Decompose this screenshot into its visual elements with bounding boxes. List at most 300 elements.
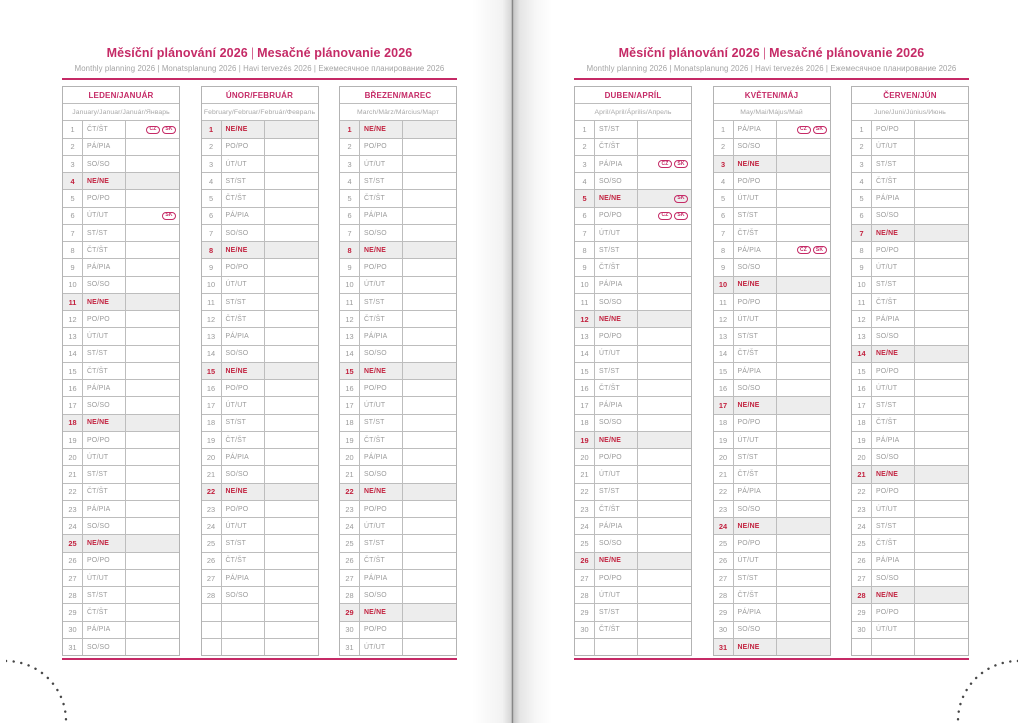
day-note-cell: [777, 294, 830, 310]
day-note-cell: [403, 553, 456, 569]
month-grid-april: [575, 121, 691, 655]
day-note-cell: [403, 415, 456, 431]
day-number: 16: [340, 380, 359, 396]
day-note-cell: [638, 570, 691, 586]
day-note-cell: [915, 294, 968, 310]
day-name: ÚT/UT: [83, 208, 125, 224]
day-name: ÚT/UT: [83, 449, 125, 465]
day-name: SO/SO: [83, 277, 125, 293]
day-name: ÚT/UT: [360, 277, 402, 293]
day-note-cell: [403, 363, 456, 379]
day-note-cell: [403, 466, 456, 482]
day-name: PO/PO: [222, 259, 264, 275]
day-note-cell: [638, 277, 691, 293]
day-note-cell: [126, 242, 179, 258]
day-name: ČT/ŠT: [83, 484, 125, 500]
day-number: 15: [852, 363, 871, 379]
day-name: ÚT/UT: [360, 518, 402, 534]
day-name: PO/PO: [595, 449, 637, 465]
day-note-cell: [777, 484, 830, 500]
day-note-cell: [126, 518, 179, 534]
day-note-cell: [638, 190, 691, 206]
day-number: 15: [340, 363, 359, 379]
day-note-cell: [777, 518, 830, 534]
day-name: PÁ/PIA: [872, 190, 914, 206]
day-note-cell: [126, 225, 179, 241]
day-number: 26: [714, 553, 733, 569]
day-note-cell: [915, 242, 968, 258]
day-number: 13: [575, 328, 594, 344]
day-name: ČT/ŠT: [595, 259, 637, 275]
day-number: 9: [202, 259, 221, 275]
day-number: 31: [714, 639, 733, 655]
day-name: PÁ/PIA: [360, 328, 402, 344]
day-note-cell: [915, 121, 968, 137]
day-number: 17: [202, 397, 221, 413]
day-note-cell: [126, 190, 179, 206]
day-name: NE/NE: [734, 397, 776, 413]
day-number: 31: [63, 639, 82, 655]
day-number: 23: [714, 501, 733, 517]
day-number: 4: [852, 173, 871, 189]
day-number: 23: [575, 501, 594, 517]
day-name: ÚT/UT: [872, 259, 914, 275]
day-name: ČT/ŠT: [734, 466, 776, 482]
day-name: ÚT/UT: [83, 328, 125, 344]
day-note-cell: [265, 380, 318, 396]
day-number: 28: [340, 587, 359, 603]
day-name: ÚT/UT: [734, 311, 776, 327]
day-number: 12: [63, 311, 82, 327]
day-name: ČT/ŠT: [872, 535, 914, 551]
day-note-cell: [638, 294, 691, 310]
month-table-april: [574, 86, 692, 656]
day-note-cell: [915, 311, 968, 327]
day-name: ÚT/UT: [222, 397, 264, 413]
day-number: 10: [63, 277, 82, 293]
day-name: ST/ST: [222, 173, 264, 189]
day-number: 5: [714, 190, 733, 206]
day-name: SO/SO: [595, 415, 637, 431]
day-number: 6: [63, 208, 82, 224]
day-name: ST/ST: [222, 294, 264, 310]
day-number: 8: [852, 242, 871, 258]
day-number: 24: [852, 518, 871, 534]
day-note-cell: [915, 518, 968, 534]
day-number: 2: [575, 139, 594, 155]
day-note-cell: [777, 259, 830, 275]
day-note-cell: [915, 380, 968, 396]
day-number: 21: [202, 466, 221, 482]
day-name: ČT/ŠT: [734, 225, 776, 241]
day-note-cell: [265, 277, 318, 293]
day-number: 16: [852, 380, 871, 396]
day-name: [222, 622, 264, 638]
day-note-cell: [403, 156, 456, 172]
day-name: NE/NE: [595, 190, 637, 206]
day-name: NE/NE: [734, 639, 776, 655]
day-name: PÁ/PIA: [83, 259, 125, 275]
day-number: 28: [63, 587, 82, 603]
day-note-cell: [777, 535, 830, 551]
day-note-cell: [126, 397, 179, 413]
day-note-cell: [915, 639, 968, 655]
day-name: SO/SO: [360, 587, 402, 603]
day-name: NE/NE: [83, 415, 125, 431]
day-number: 29: [63, 604, 82, 620]
day-number: 25: [202, 535, 221, 551]
month-grid-june: [852, 121, 968, 655]
day-name: PÁ/PIA: [360, 570, 402, 586]
day-name: PÁ/PIA: [83, 139, 125, 155]
day-note-cell: [265, 139, 318, 155]
day-number: 17: [852, 397, 871, 413]
day-note-cell: [403, 570, 456, 586]
day-number: 12: [714, 311, 733, 327]
day-note-cell: [126, 535, 179, 551]
day-number: 18: [202, 415, 221, 431]
day-name: ÚT/UT: [872, 501, 914, 517]
day-name: ST/ST: [734, 328, 776, 344]
day-note-cell: [403, 139, 456, 155]
day-note-cell: [126, 173, 179, 189]
day-number: 2: [714, 139, 733, 155]
day-number: 16: [63, 380, 82, 396]
day-name: SO/SO: [360, 225, 402, 241]
day-note-cell: [126, 259, 179, 275]
day-note-cell: [403, 208, 456, 224]
day-note-cell: [403, 173, 456, 189]
day-name: ÚT/UT: [595, 587, 637, 603]
day-number: 19: [852, 432, 871, 448]
day-name: NE/NE: [83, 294, 125, 310]
day-note-cell: [915, 259, 968, 275]
day-name: ÚT/UT: [595, 225, 637, 241]
day-name: SO/SO: [734, 501, 776, 517]
day-name: ČT/ŠT: [734, 346, 776, 362]
day-name: PO/PO: [872, 363, 914, 379]
day-number: 19: [340, 432, 359, 448]
day-number: 11: [63, 294, 82, 310]
month-grid-january: [63, 121, 179, 655]
day-name: SO/SO: [734, 380, 776, 396]
day-note-cell: [403, 535, 456, 551]
day-note-cell: [915, 139, 968, 155]
day-note-cell: [777, 242, 830, 258]
day-name: ST/ST: [595, 242, 637, 258]
day-name: NE/NE: [222, 484, 264, 500]
day-name: ST/ST: [360, 535, 402, 551]
day-number: 7: [852, 225, 871, 241]
day-number: 14: [852, 346, 871, 362]
day-note-cell: [403, 346, 456, 362]
title-separator: |: [250, 46, 255, 60]
day-number: 19: [202, 432, 221, 448]
day-number: 30: [852, 622, 871, 638]
day-number: 23: [63, 501, 82, 517]
day-number: [202, 639, 221, 655]
day-name: SO/SO: [83, 518, 125, 534]
day-number: 2: [340, 139, 359, 155]
day-note-cell: [265, 604, 318, 620]
day-name: PO/PO: [83, 432, 125, 448]
day-note-cell: [638, 466, 691, 482]
month-languages-label: April/April/Április/Апрель: [575, 104, 691, 120]
day-name: ÚT/UT: [360, 156, 402, 172]
day-number: 26: [852, 553, 871, 569]
day-number: 17: [63, 397, 82, 413]
day-number: 3: [852, 156, 871, 172]
day-number: 21: [852, 466, 871, 482]
day-number: 29: [852, 604, 871, 620]
day-name: NE/NE: [734, 518, 776, 534]
day-number: 22: [575, 484, 594, 500]
day-number: 4: [575, 173, 594, 189]
day-name: PO/PO: [872, 242, 914, 258]
day-note-cell: [638, 587, 691, 603]
day-number: 18: [340, 415, 359, 431]
day-note-cell: [126, 277, 179, 293]
day-note-cell: [403, 294, 456, 310]
day-number: 24: [202, 518, 221, 534]
day-number: 7: [202, 225, 221, 241]
title-separator: |: [762, 46, 767, 60]
day-number: 3: [340, 156, 359, 172]
day-number: 30: [340, 622, 359, 638]
day-number: 7: [340, 225, 359, 241]
day-note-cell: [915, 432, 968, 448]
day-note-cell: [403, 587, 456, 603]
day-note-cell: [638, 208, 691, 224]
day-name: PÁ/PIA: [83, 501, 125, 517]
day-number: 24: [63, 518, 82, 534]
day-number: 26: [340, 553, 359, 569]
day-number: 29: [714, 604, 733, 620]
day-note-cell: [265, 432, 318, 448]
day-note-cell: [126, 570, 179, 586]
day-note-cell: [915, 553, 968, 569]
day-note-cell: [126, 363, 179, 379]
day-note-cell: [638, 173, 691, 189]
day-note-cell: [403, 397, 456, 413]
day-note-cell: [265, 363, 318, 379]
day-number: 24: [714, 518, 733, 534]
day-note-cell: [638, 518, 691, 534]
day-number: 23: [202, 501, 221, 517]
page-subtitle: Monthly planning 2026 | Monatsplanung 2026 | Havi tervezés 2026 | Ежемесячное планирование 2026: [74, 64, 445, 74]
day-number: 23: [340, 501, 359, 517]
day-number: 18: [575, 415, 594, 431]
day-note-cell: [265, 449, 318, 465]
day-number: 3: [714, 156, 733, 172]
day-number: 7: [63, 225, 82, 241]
day-note-cell: [265, 208, 318, 224]
day-name: PÁ/PIA: [734, 363, 776, 379]
day-name: NE/NE: [360, 242, 402, 258]
day-name: ČT/ŠT: [83, 242, 125, 258]
day-number: 27: [63, 570, 82, 586]
day-name: ST/ST: [872, 397, 914, 413]
day-note-cell: [638, 449, 691, 465]
day-number: 28: [714, 587, 733, 603]
day-name: PO/PO: [83, 553, 125, 569]
day-name: NE/NE: [872, 225, 914, 241]
day-name: ČT/ŠT: [595, 501, 637, 517]
day-name: SO/SO: [872, 328, 914, 344]
day-number: 20: [63, 449, 82, 465]
holiday-badge-cz: CZ: [797, 246, 811, 254]
day-number: 6: [852, 208, 871, 224]
day-name: PO/PO: [83, 190, 125, 206]
months-right: [574, 86, 969, 656]
holiday-badge-sk: SK: [162, 126, 176, 134]
day-number: 11: [340, 294, 359, 310]
day-note-cell: [638, 380, 691, 396]
day-note-cell: [265, 173, 318, 189]
holiday-badge-sk: SK: [162, 212, 176, 220]
day-note-cell: [265, 553, 318, 569]
day-name: ST/ST: [872, 156, 914, 172]
day-number: 8: [340, 242, 359, 258]
day-number: 11: [714, 294, 733, 310]
page-title-czech: Měsíční plánování 2026: [618, 46, 760, 60]
day-name: PÁ/PIA: [222, 208, 264, 224]
day-note-cell: [265, 156, 318, 172]
day-note-cell: [638, 156, 691, 172]
day-number: 11: [202, 294, 221, 310]
holiday-badge-sk: SK: [674, 212, 688, 220]
day-note-cell: [638, 328, 691, 344]
day-note-cell: [126, 139, 179, 155]
day-number: 4: [714, 173, 733, 189]
day-name: SO/SO: [872, 208, 914, 224]
day-name: NE/NE: [360, 363, 402, 379]
day-name: PÁ/PIA: [872, 432, 914, 448]
day-name: ST/ST: [222, 535, 264, 551]
month-table-march: [339, 86, 457, 656]
day-note-cell: [915, 484, 968, 500]
day-name: ČT/ŠT: [83, 363, 125, 379]
page-title-czech: Měsíční plánování 2026: [106, 46, 248, 60]
day-name: ST/ST: [595, 363, 637, 379]
day-number: 13: [63, 328, 82, 344]
day-name: PO/PO: [222, 139, 264, 155]
day-name: ST/ST: [595, 484, 637, 500]
day-number: 16: [202, 380, 221, 396]
day-name: ST/ST: [360, 415, 402, 431]
day-note-cell: [777, 173, 830, 189]
day-name: PO/PO: [872, 484, 914, 500]
day-note-cell: [403, 225, 456, 241]
holiday-badge-cz: CZ: [658, 160, 672, 168]
day-note-cell: [915, 587, 968, 603]
day-name: PÁ/PIA: [222, 570, 264, 586]
day-name: ST/ST: [83, 587, 125, 603]
day-number: 13: [340, 328, 359, 344]
day-number: 6: [575, 208, 594, 224]
day-number: 13: [202, 328, 221, 344]
day-number: 15: [714, 363, 733, 379]
day-note-cell: [265, 294, 318, 310]
day-name: ST/ST: [734, 449, 776, 465]
day-name: ÚT/UT: [83, 570, 125, 586]
day-note-cell: [126, 380, 179, 396]
day-name: ÚT/UT: [872, 139, 914, 155]
month-languages-label: January/Januar/Január/Январь: [63, 104, 179, 120]
day-number: 5: [340, 190, 359, 206]
day-note-cell: [265, 346, 318, 362]
day-note-cell: [915, 346, 968, 362]
day-name: ČT/ŠT: [360, 190, 402, 206]
day-number: 12: [575, 311, 594, 327]
day-name: PÁ/PIA: [222, 328, 264, 344]
day-number: 8: [63, 242, 82, 258]
day-name: SO/SO: [595, 294, 637, 310]
day-number: 20: [575, 449, 594, 465]
day-note-cell: [265, 622, 318, 638]
day-note-cell: [638, 397, 691, 413]
page-subtitle: Monthly planning 2026 | Monatsplanung 2026 | Havi tervezés 2026 | Ежемесячное планирование 2026: [586, 64, 957, 74]
month-grid-march: [340, 121, 456, 655]
day-name: SO/SO: [595, 173, 637, 189]
day-name: ST/ST: [83, 466, 125, 482]
holiday-badge-sk: SK: [813, 126, 827, 134]
day-name: ČT/ŠT: [222, 190, 264, 206]
page-right: [512, 0, 1024, 723]
day-note-cell: [126, 639, 179, 655]
day-note-cell: [777, 449, 830, 465]
day-note-cell: [777, 380, 830, 396]
day-note-cell: [403, 449, 456, 465]
day-number: 1: [202, 121, 221, 137]
holiday-badge-sk: SK: [813, 246, 827, 254]
day-name: ČT/ŠT: [360, 311, 402, 327]
day-number: 3: [63, 156, 82, 172]
day-name: ÚT/UT: [595, 346, 637, 362]
day-note-cell: [777, 604, 830, 620]
day-name: ST/ST: [595, 121, 637, 137]
day-note-cell: [915, 363, 968, 379]
day-name: NE/NE: [595, 311, 637, 327]
day-note-cell: [126, 484, 179, 500]
day-number: 6: [340, 208, 359, 224]
day-name: SO/SO: [734, 139, 776, 155]
day-name: NE/NE: [872, 587, 914, 603]
day-number: 17: [575, 397, 594, 413]
day-name: SO/SO: [222, 346, 264, 362]
day-number: 28: [852, 587, 871, 603]
day-name: SO/SO: [734, 259, 776, 275]
day-name: ST/ST: [360, 294, 402, 310]
day-note-cell: [638, 432, 691, 448]
day-note-cell: [265, 518, 318, 534]
day-name: ČT/ŠT: [595, 139, 637, 155]
holiday-badge-cz: CZ: [658, 212, 672, 220]
day-name: PO/PO: [360, 139, 402, 155]
day-note-cell: [126, 208, 179, 224]
day-number: 4: [63, 173, 82, 189]
day-note-cell: [777, 208, 830, 224]
day-note-cell: [126, 553, 179, 569]
day-number: 20: [340, 449, 359, 465]
day-note-cell: [126, 587, 179, 603]
page-title-slovak: Mesačné plánovanie 2026: [769, 46, 925, 60]
day-number: 5: [202, 190, 221, 206]
day-name: ÚT/UT: [222, 277, 264, 293]
day-note-cell: [403, 311, 456, 327]
day-name: NE/NE: [734, 156, 776, 172]
day-note-cell: [638, 259, 691, 275]
